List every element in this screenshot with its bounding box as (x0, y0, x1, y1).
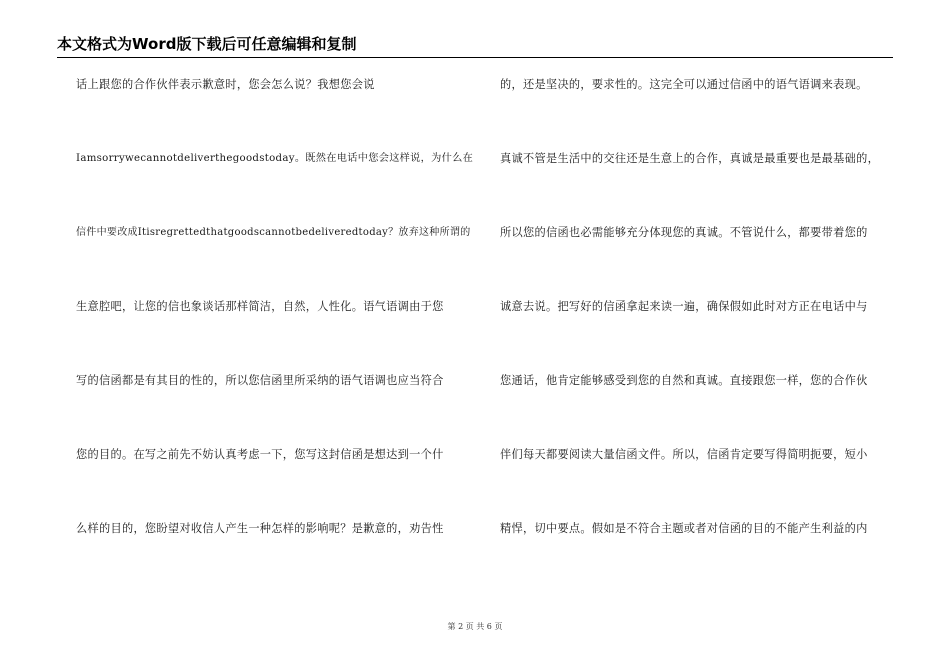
left-line-6: 您的目的。在写之前先不妨认真考虑一下，您写这封信函是想达到一个什 (76, 448, 444, 461)
left-line-3: 信件中要改成Itisregrettedthatgoodscannotbedeliveredtoday？放弃这种所谓的 (76, 227, 471, 238)
left-line-1: 话上跟您的合作伙伴表示歉意时，您会怎么说？我想您会说 (76, 78, 375, 91)
left-line-4: 生意腔吧，让您的信也象谈话那样简洁，自然，人性化。语气语调由于您 (76, 300, 444, 313)
right-line-6: 伴们每天都要阅读大量信函文件。所以，信函肯定要写得简明扼要，短小 (500, 448, 868, 461)
right-line-7: 精悍，切中要点。假如是不符合主题或者对信函的目的不能产生利益的内 (500, 522, 868, 535)
page-number: 第 2 页 共 6 页 (447, 622, 503, 631)
right-line-2: 真诚不管是生活中的交往还是生意上的合作，真诚是最重要也是最基础的， (500, 152, 880, 165)
right-line-4: 诚意去说。把写好的信函拿起来读一遍，确保假如此时对方正在电话中与 (500, 300, 868, 313)
left-line-5: 写的信函都是有其目的性的，所以您信函里所采纳的语气语调也应当符合 (76, 374, 444, 387)
header-title: 本文格式为Word版下载后可任意编辑和复制 (57, 35, 357, 53)
right-line-5: 您通话，他肯定能够感受到您的自然和真诚。直接跟您一样，您的合作伙 (500, 374, 868, 387)
left-line-7: 么样的目的，您盼望对收信人产生一种怎样的影响呢？是歉意的，劝告性 (76, 522, 444, 535)
right-line-1: 的，还是坚决的，要求性的。这完全可以通过信函中的语气语调来表现。 (500, 78, 868, 91)
page-header (57, 35, 893, 58)
right-line-3: 所以您的信函也必需能够充分体现您的真诚。不管说什么，都要带着您的 (500, 226, 868, 239)
left-line-2: Iamsorrywecannotdeliverthegoodstoday。既然在电话中您会这样说，为什么在 (76, 153, 474, 164)
